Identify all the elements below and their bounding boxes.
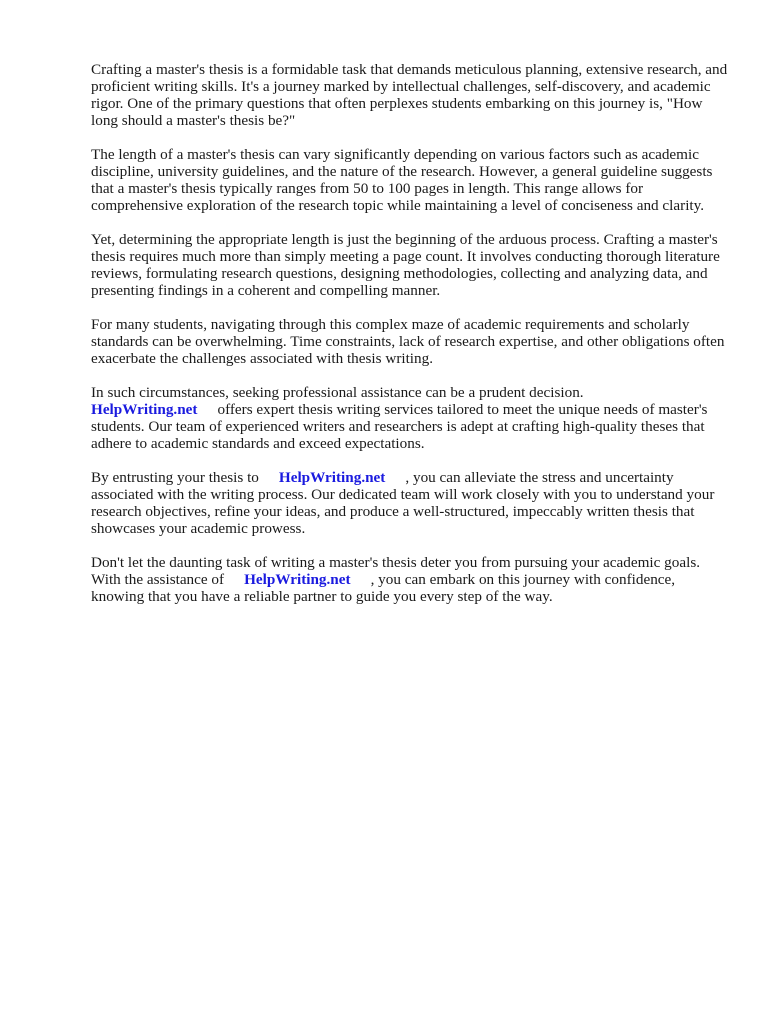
paragraph-conclusion-before: Don't let the daunting task of writing a master's thesis deter you from pursuing your academic goals. With the assistance of [91, 554, 701, 588]
paragraph-entrusting [91, 469, 731, 537]
paragraph-assistance-before: In such circumstances, seeking professional assistance can be a prudent decision. [91, 384, 584, 401]
paragraph-process: Yet, determining the appropriate length is just the beginning of the arduous process. Crafting a master's thesis requires much more than simply meeting a page count. It involves conducting thorough literature reviews, formulating research questions, designing methodologies, collecting and analyzing data, and presenting findings in a coherent and compelling manner. [91, 231, 720, 299]
paragraph-entrusting-after: , you can alleviate the stress and uncertainty associated with the writing process. Our dedicated team will work closely with you to understand your research objectives, refine your ideas, and produce a well-structured, impeccably written thesis that showcases your academic prowess. [91, 469, 715, 537]
paragraph-length: The length of a master's thesis can vary significantly depending on various factors such as academic discipline, university guidelines, and the nature of the research. However, a general guideline suggests that a master's thesis typically ranges from 50 to 100 pages in length. This range allows for comprehensive exploration of the research topic while maintaining a level of conciseness and clarity. [91, 146, 713, 214]
paragraph-conclusion-after: , you can embark on this journey with confidence, knowing that you have a reliable partner to guide you every step of the way. [91, 571, 676, 605]
paragraph-assistance-after: offers expert thesis writing services tailored to meet the unique needs of master's students. Our team of experienced writers and researchers is adept at crafting high-quality theses that adhere to academic standards and exceed expectations. [91, 401, 708, 452]
paragraph-assistance [91, 384, 731, 452]
paragraph-challenges: For many students, navigating through this complex maze of academic requirements and scholarly standards can be overwhelming. Time constraints, lack of research expertise, and other obligations often exacerbate the challenges associated with thesis writing. [91, 316, 725, 367]
document-body [91, 61, 731, 622]
paragraph-intro: Crafting a master's thesis is a formidable task that demands meticulous planning, extensive research, and proficient writing skills. It's a journey marked by intellectual challenges, self-discovery, and academic rigor. One of the primary questions that often perplexes students embarking on this journey is, "How long should a master's thesis be?" [91, 61, 728, 129]
paragraph-entrusting-before: By entrusting your thesis to [91, 469, 259, 486]
helpwriting-link-2[interactable]: HelpWriting.net [278, 469, 386, 486]
helpwriting-link-3[interactable]: HelpWriting.net [244, 571, 351, 588]
paragraph-conclusion [91, 554, 731, 605]
helpwriting-link-1[interactable]: HelpWriting.net [91, 401, 198, 418]
